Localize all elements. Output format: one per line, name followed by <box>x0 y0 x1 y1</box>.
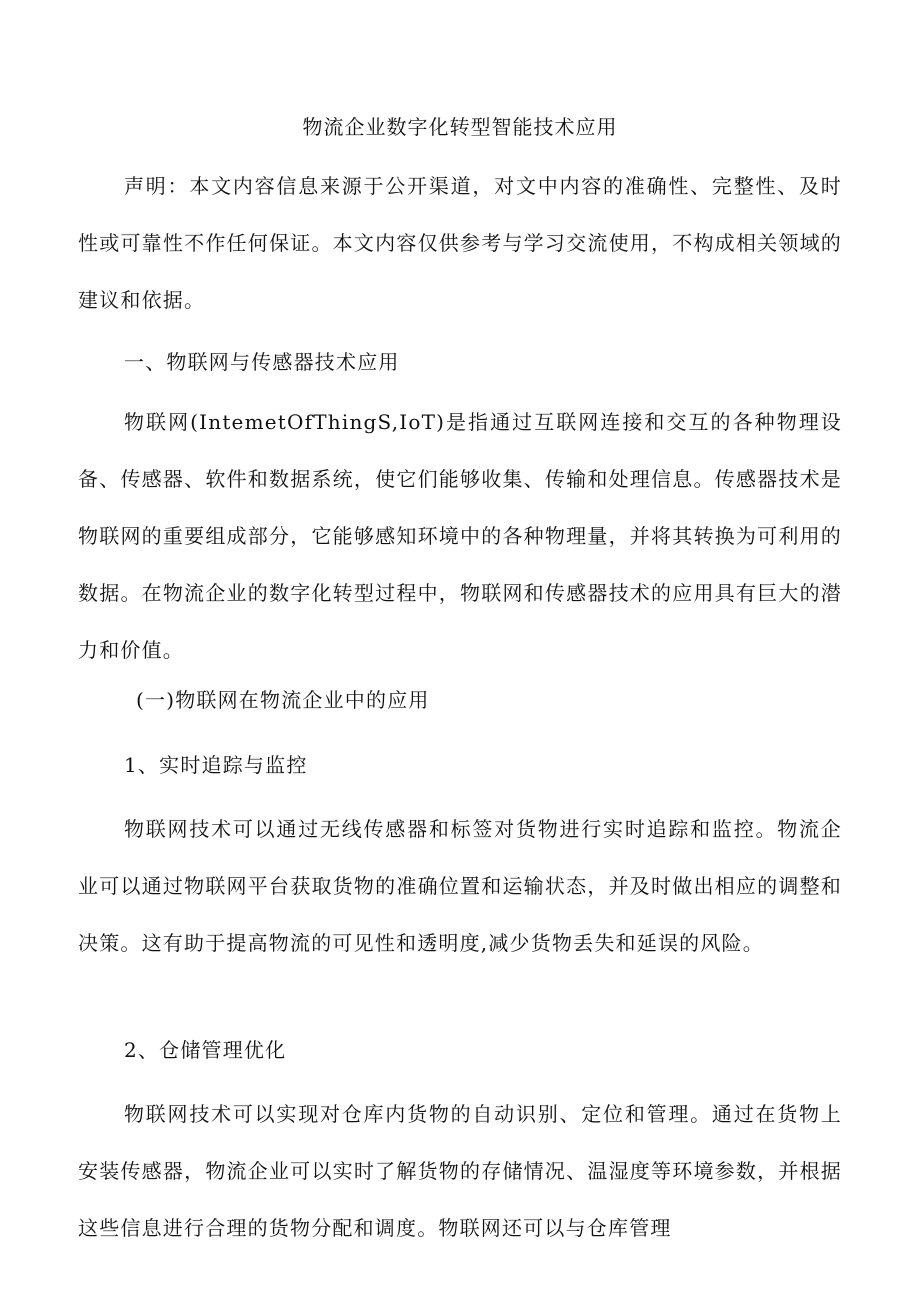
item-paragraph-warehouse: 物联网技术可以实现对仓库内货物的自动识别、定位和管理。通过在货物上安装传感器，物流企业可以实时了解货物的存储情况、温湿度等环境参数，并根据这些信息进行合理的货物分配和调度。物联网还可以与仓库管理 <box>78 1102 842 1240</box>
document-title: 物流企业数字化转型智能技术应用 <box>302 115 618 139</box>
section-intro-paragraph: 物联网(IntemetOfThingS,IoT)是指通过互联网连接和交互的各种物理设备、传感器、软件和数据系统，使它们能够收集、传输和处理信息。传感器技术是物联网的重要组成部分，它能够感知环境中的各种物理量，并将其转换为可利用的数据。在物流企业的数字化转型过程中，物联网和传感器技术的应用具有巨大的潜力和价值。 <box>78 410 842 662</box>
item-heading-warehouse: 2、仓储管理优化 <box>124 1038 287 1062</box>
document-page <box>78 0 842 1301</box>
item-heading-tracking: 1、实时追踪与监控 <box>124 753 308 777</box>
item-paragraph-tracking: 物联网技术可以通过无线传感器和标签对货物进行实时追踪和监控。物流企业可以通过物联网平台获取货物的准确位置和运输状态，并及时做出相应的调整和决策。这有助于提高物流的可见性和透明度,减少货物丢失和延误的风险。 <box>78 817 842 955</box>
disclaimer-paragraph: 声明：本文内容信息来源于公开渠道，对文中内容的准确性、完整性、及时性或可靠性不作任何保证。本文内容仅供参考与学习交流使用，不构成相关领域的建议和依据。 <box>78 174 842 312</box>
section-heading-iot: 一、物联网与传感器技术应用 <box>124 350 400 374</box>
subsection-heading-iot-logistics: (一)物联网在物流企业中的应用 <box>136 688 430 712</box>
